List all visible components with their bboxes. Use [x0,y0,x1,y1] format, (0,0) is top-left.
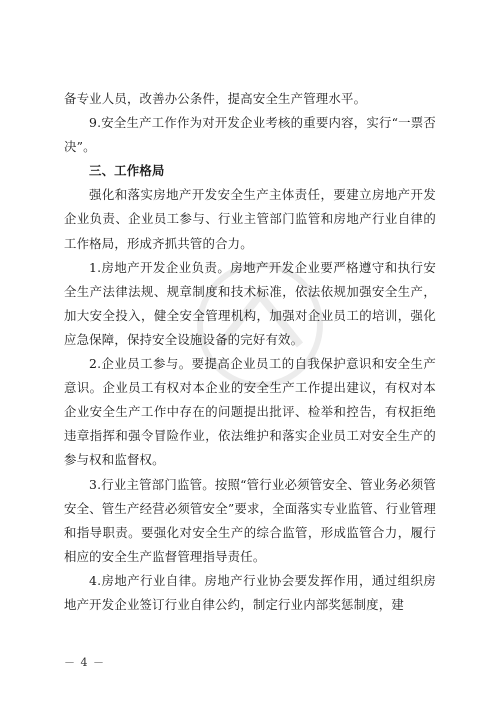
paragraph-item-1: 1.房地产开发企业负责。房地产开发企业要严格遵守和执行安全生产法律法规、规章制度和技术标准，依法依规加强安全生产，加大安全投入，健全安全管理机构，加强对企业员工的培训，强化应急保障，保持安全设施设备的完好有效。 [64,259,436,347]
paragraph-continuation: 备专业人员，改善办公条件，提高安全生产管理水平。 [64,91,367,106]
paragraph-intro: 强化和落实房地产开发安全生产主体责任，要建立房地产开发企业负责、企业员工参与、行业主管部门监管和房地产行业自律的工作格局，形成齐抓共管的合力。 [64,187,436,251]
document-body [64,87,436,617]
paragraph-item-4: 4.房地产行业自律。房地产行业协会要发挥作用，通过组织房地产开发企业签订行业自律公约，制定行业内部奖惩制度，建 [64,572,436,612]
paragraph-item-9: 9.安全生产工作作为对开发企业考核的重要内容，实行“一票否决”。 [64,115,436,155]
paragraph-item-3: 3.行业主管部门监管。按照“管行业必须管安全、管业务必须管安全、管生产经营必须管安全”要求，全面落实专业监管、行业管理和指导职责。要强化对安全生产的综合监管，形成监管合力，履行相应的安全生产监督管理指导责任。 [64,476,436,564]
section-heading-work-pattern: 三、工作格局 [89,163,165,179]
page-number: － 4 － [64,656,105,669]
paragraph-item-2: 2.企业员工参与。要提高企业员工的自我保护意识和安全生产意识。企业员工有权对本企业的安全生产工作提出建议，有权对本企业安全生产工作中存在的问题提出批评、检举和控告，有权拒绝违章指挥和强令冒险作业，依法维护和落实企业员工对安全生产的参与权和监督权。 [64,356,436,468]
